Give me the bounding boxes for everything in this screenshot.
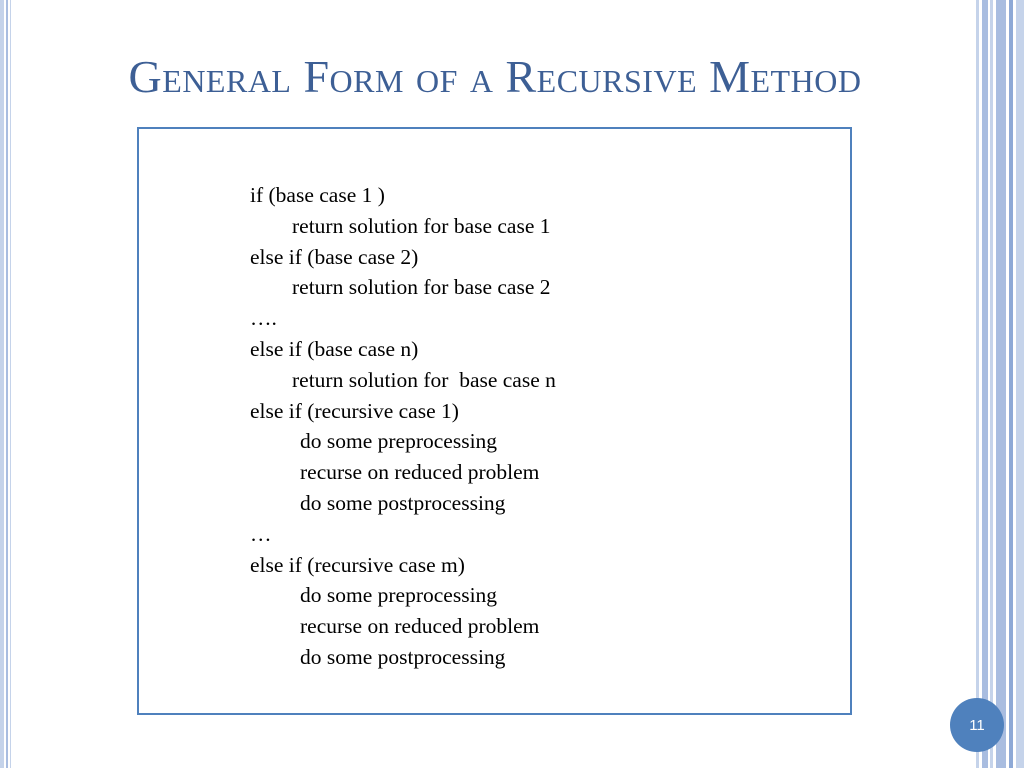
left-decorative-border bbox=[0, 0, 14, 768]
border-stripe bbox=[0, 0, 4, 768]
border-stripe bbox=[1009, 0, 1013, 768]
border-stripe bbox=[10, 0, 11, 768]
code-line: recurse on reduced problem bbox=[300, 460, 540, 485]
code-box bbox=[137, 127, 852, 715]
code-line: else if (base case 2) bbox=[250, 244, 419, 269]
code-line: do some postprocessing bbox=[300, 644, 506, 669]
border-stripe bbox=[1016, 0, 1024, 768]
code-line: do some postprocessing bbox=[300, 490, 506, 515]
border-stripe bbox=[6, 0, 8, 768]
border-stripe bbox=[990, 0, 993, 768]
code-line: return solution for base case 1 bbox=[292, 213, 551, 238]
code-line: else if (base case n) bbox=[250, 336, 419, 361]
code-line: return solution for base case 2 bbox=[292, 275, 551, 300]
right-decorative-border bbox=[976, 0, 1024, 768]
slide-title: General Form of a Recursive Method bbox=[128, 51, 862, 102]
pseudocode-block bbox=[250, 180, 556, 673]
code-line: …. bbox=[250, 306, 277, 331]
border-stripe bbox=[976, 0, 979, 768]
code-line: return solution for base case n bbox=[292, 367, 556, 392]
code-line: else if (recursive case 1) bbox=[250, 398, 459, 423]
border-stripe bbox=[996, 0, 1006, 768]
code-line: do some preprocessing bbox=[300, 429, 498, 454]
code-line: … bbox=[250, 521, 272, 546]
code-line: if (base case 1 ) bbox=[250, 183, 385, 207]
code-line: recurse on reduced problem bbox=[300, 614, 540, 639]
code-line: do some preprocessing bbox=[300, 583, 498, 608]
code-line: else if (recursive case m) bbox=[250, 552, 465, 577]
border-stripe bbox=[982, 0, 988, 768]
page-number-badge: 11 bbox=[950, 698, 1004, 752]
